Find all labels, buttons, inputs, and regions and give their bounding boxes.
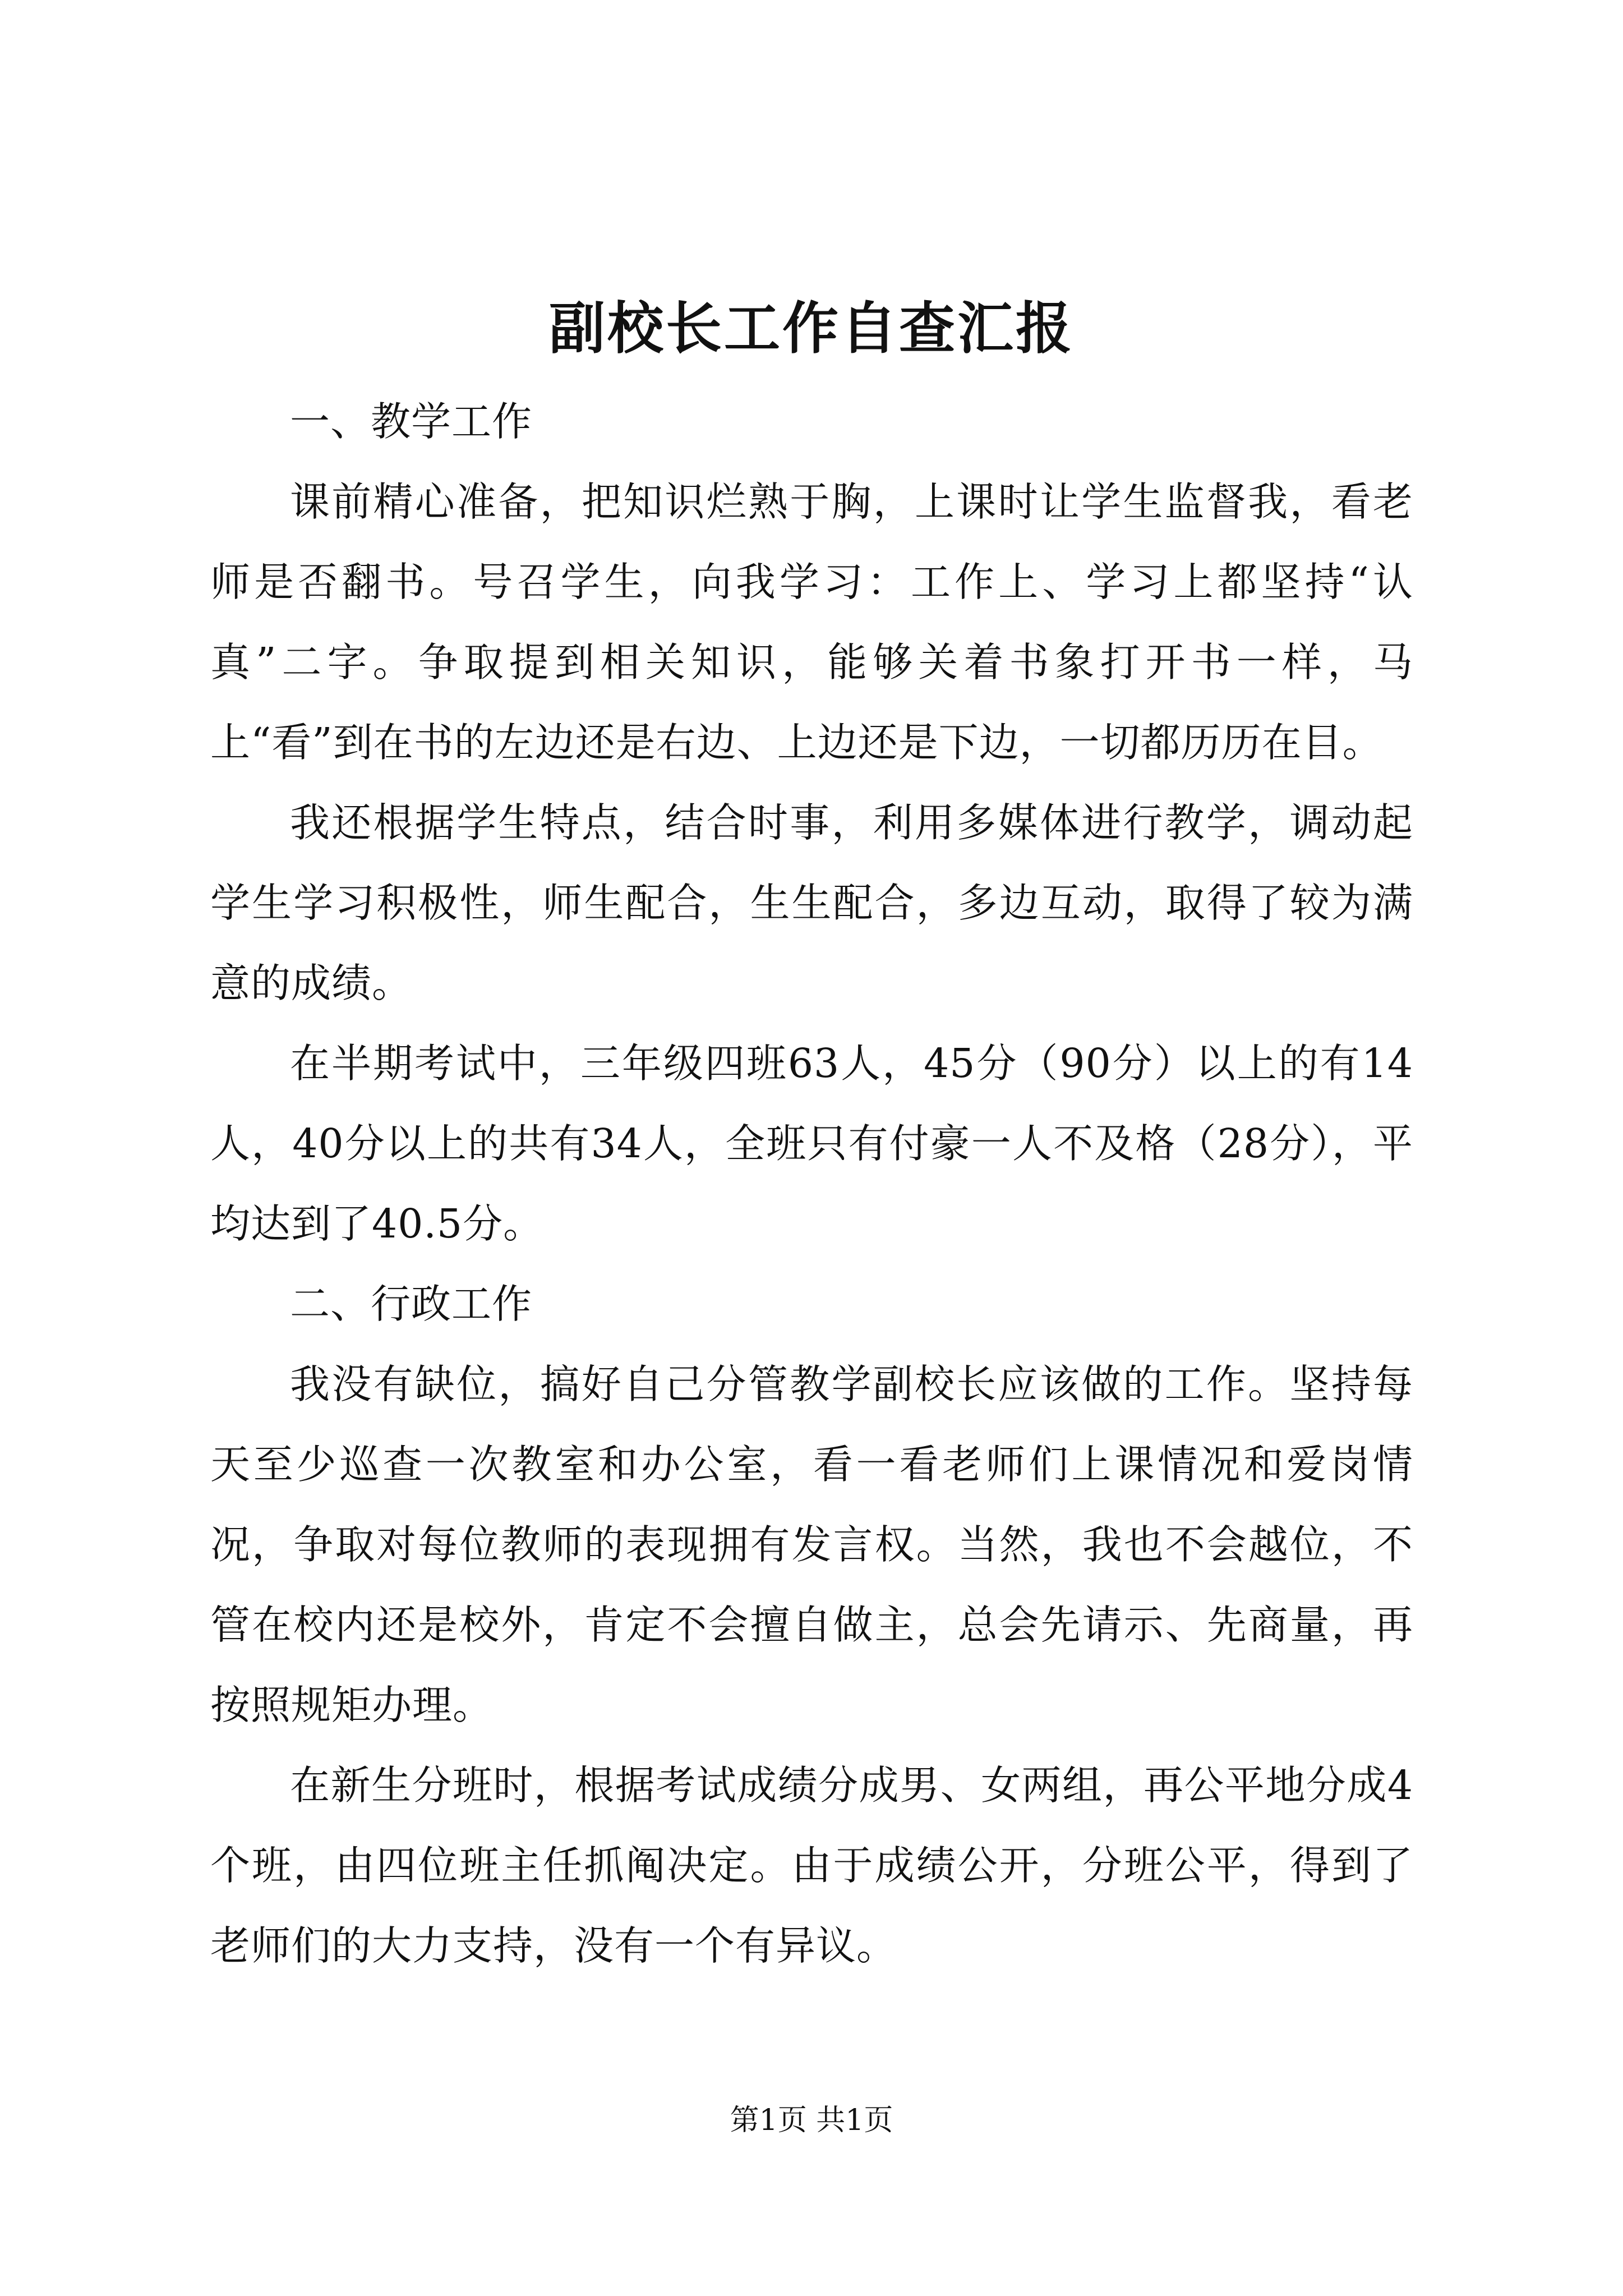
- page-footer: 第1页 共1页: [730, 2104, 893, 2137]
- paragraph-lesson-preparation: 课前精心准备，把知识烂熟于胸，上课时让学生监督我，看老师是否翻书。号召学生，向我学习：工作上、学习上都坚持“认真”二字。争取提到相关知识，能够关着书象打开书一样，马上“看”到在书的左边还是右边、上边还是下边，一切都历历在目。: [210, 478, 1413, 766]
- paragraph-class-placement: 在新生分班时，根据考试成绩分成男、女两组，再公平地分成4个班，由四位班主任抓阄决定。由于成绩公开，分班公平，得到了老师们的大力支持，没有一个有异议。: [210, 1762, 1413, 1969]
- paragraph-administrative-duties: 我没有缺位，搞好自己分管教学副校长应该做的工作。坚持每天至少巡查一次教室和办公室，看一看老师们上课情况和爱岗情况，争取对每位教师的表现拥有发言权。当然，我也不会越位，不管在校内还是校外，肯定不会擅自做主，总会先请示、先商量，再按照规矩办理。: [210, 1361, 1413, 1728]
- paragraph-multimedia-teaching: 我还根据学生特点，结合时事，利用多媒体进行教学，调动起学生学习积极性，师生配合，生生配合，多边互动，取得了较为满意的成绩。: [210, 799, 1413, 1006]
- document-title: 副校长工作自查汇报: [549, 295, 1074, 361]
- document-body: [210, 381, 1413, 1986]
- section-heading-teaching: 一、教学工作: [290, 398, 533, 445]
- paragraph-midterm-results: 在半期考试中，三年级四班63人，45分（90分）以上的有14人，40分以上的共有34人，全班只有付豪一人不及格（28分），平均达到了40.5分。: [210, 1040, 1413, 1247]
- section-heading-administration: 二、行政工作: [290, 1281, 533, 1327]
